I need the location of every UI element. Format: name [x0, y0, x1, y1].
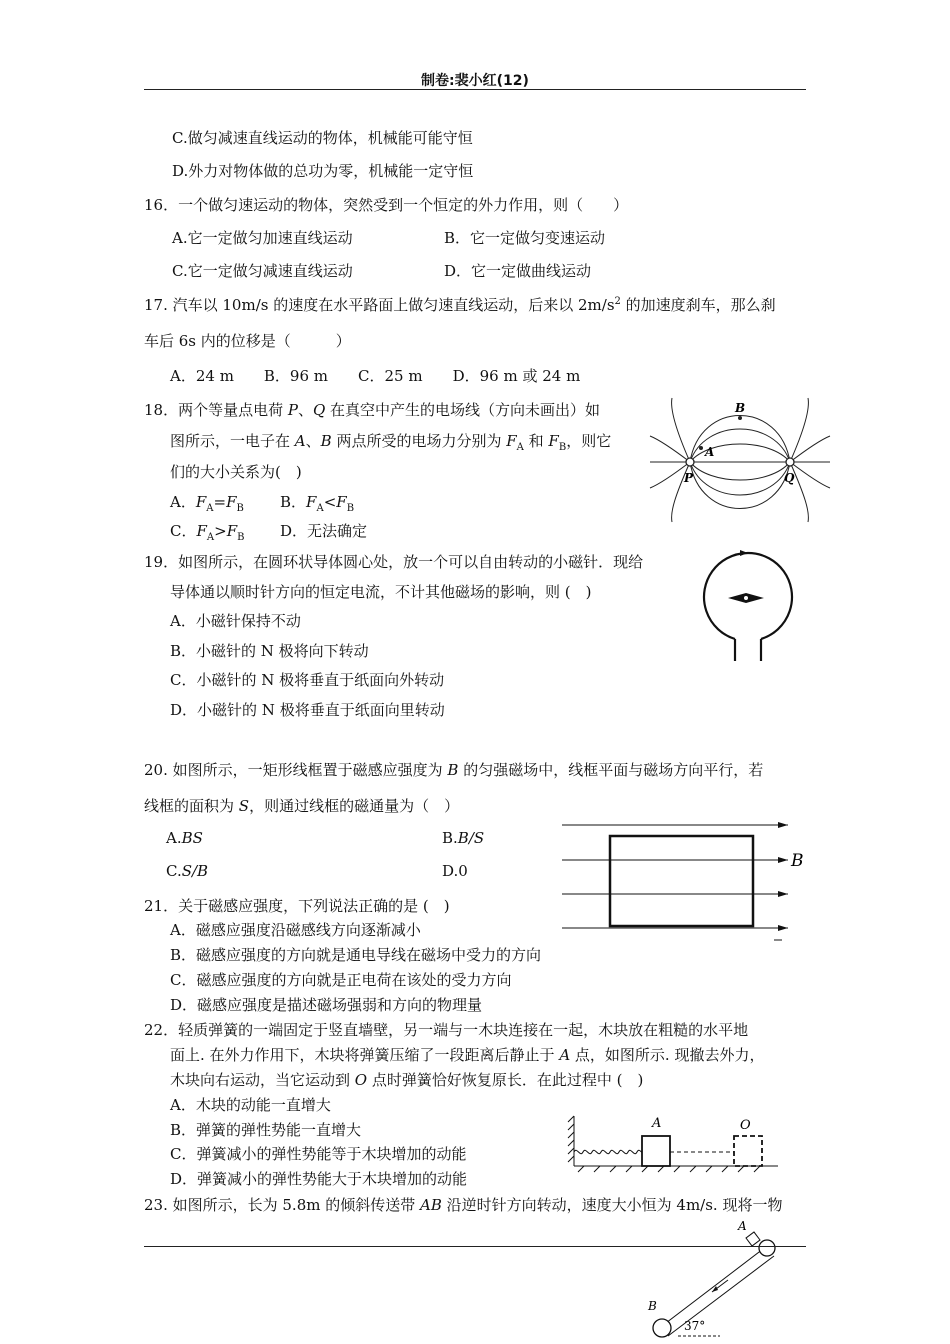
- fig20-label-b: B: [791, 851, 804, 871]
- fig19-ring-conductor: [700, 545, 796, 663]
- fig22-label-o: O: [740, 1118, 751, 1133]
- q17-stem-line2: 车后 6s 内的位移是（ ）: [144, 332, 351, 350]
- q18-option-b: B．$F_A<F_B$: [280, 493, 355, 514]
- object-on-belt: [746, 1232, 760, 1246]
- q19-option-d: D．小磁针的 N 极将垂直于纸面向里转动: [170, 701, 445, 719]
- q20-stem-line1: 20. 如图所示，一矩形线框置于磁感应强度为 B 的匀强磁场中，线框平面与磁场方向平行，若: [144, 761, 764, 779]
- q21-option-c: C．磁感应强度的方向就是正电荷在该处的受力方向: [170, 971, 512, 989]
- fig18-label-p: P: [684, 471, 694, 485]
- q20-option-d: D.0: [442, 862, 468, 880]
- q18-stem-line2: 图所示，一电子在 A、B 两点所受的电场力分别为 $F_A$ 和 $F_B$，则它: [170, 432, 612, 453]
- q21-option-a: A．磁感应强度沿磁感线方向逐渐减小: [170, 921, 421, 939]
- q22-stem-line2: 面上. 在外力作用下，木块将弹簧压缩了一段距离后静止于 A 点，如图所示. 现撤去外力，: [170, 1046, 765, 1064]
- q16-option-d: D．它一定做曲线运动: [444, 262, 592, 280]
- fig18-label-a: A: [705, 445, 715, 459]
- q19-stem-line2: 导体通以顺时针方向的恒定电流，不计其他磁场的影响，则 ( ): [170, 583, 592, 601]
- q20-option-c: C.S/B: [166, 862, 209, 880]
- q18-stem-line1: 18．两个等量点电荷 P、Q 在真空中产生的电场线（方向未画出）如: [144, 401, 601, 419]
- q22-option-c: C．弹簧减小的弹性势能等于木块增加的动能: [170, 1145, 467, 1163]
- q23-stem: 23. 如图所示，长为 5.8m 的倾斜传送带 AB 沿逆时针方向转动，速度大小恒为 4m/s. 现将一物: [144, 1196, 783, 1214]
- q15-option-d: D.外力对物体做的总功为零，机械能一定守恒: [172, 162, 474, 180]
- q19-stem-line1: 19．如图所示，在圆环状导体圆心处，放一个可以自由转动的小磁针．现给: [144, 553, 644, 571]
- fig23-label-a: A: [738, 1219, 747, 1233]
- q21-option-d: D．磁感应强度是描述磁场强弱和方向的物理量: [170, 996, 483, 1014]
- fig23-angle-label: 37°: [684, 1319, 706, 1333]
- q17-options: A．24 m B．96 m C．25 m D．96 m 或 24 m: [170, 367, 581, 385]
- q16-stem: 16．一个做匀速运动的物体，突然受到一个恒定的外力作用，则（ ）: [144, 196, 629, 214]
- current-direction-arrow-icon: [740, 550, 748, 556]
- fig18-label-b: B: [735, 401, 746, 415]
- q16-option-a: A.它一定做匀加速直线运动: [172, 229, 353, 247]
- q22-option-b: B．弹簧的弹性势能一直增大: [170, 1121, 362, 1139]
- q19-option-c: C．小磁针的 N 极将垂直于纸面向外转动: [170, 671, 445, 689]
- q22-option-d: D．弹簧减小的弹性势能大于木块增加的动能: [170, 1170, 468, 1188]
- q20-option-a: A.BS: [166, 829, 203, 847]
- block-at-o: [734, 1136, 762, 1166]
- q16-option-b: B．它一定做匀变速运动: [444, 229, 606, 247]
- footer-rule: [144, 1246, 806, 1247]
- header-rule: [144, 89, 806, 90]
- q22-option-a: A．木块的动能一直增大: [170, 1096, 331, 1114]
- fig18-label-q: Q: [784, 471, 795, 485]
- fig23-label-b: B: [648, 1299, 657, 1313]
- q19-option-b: B．小磁针的 N 极将向下转动: [170, 642, 369, 660]
- fig18-field-lines: [650, 398, 830, 522]
- page-header: 制卷:裴小红(12): [421, 73, 529, 89]
- q16-option-c: C.它一定做匀减速直线运动: [172, 262, 353, 280]
- q18-option-c: C．$F_A>F_B$: [170, 522, 245, 543]
- fig22-label-a: A: [652, 1116, 662, 1131]
- block-at-a: [642, 1136, 670, 1166]
- q21-stem: 21．关于磁感应强度，下列说法正确的是 ( ): [144, 897, 450, 915]
- q22-stem-line1: 22．轻质弹簧的一端固定于竖直墙壁，另一端与一木块连接在一起，木块放在粗糙的水平地: [144, 1021, 749, 1039]
- q17-stem-line1: 17. 汽车以 10m/s 的速度在水平路面上做匀速直线运动，后来以 $2m/s^2$ 的加速度刹车，那么刹: [144, 296, 776, 314]
- q18-option-a: A．$F_A=F_B$: [170, 493, 244, 514]
- q22-stem-line3: 木块向右运动，当它运动到 O 点时弹簧恰好恢复原长．在此过程中 ( ): [170, 1071, 644, 1089]
- fig23-conveyor-belt: [630, 1216, 790, 1344]
- q20-stem-line2: 线框的面积为 S，则通过线框的磁通量为（ ）: [144, 797, 460, 815]
- q18-option-d: D．无法确定: [280, 522, 368, 540]
- fig22-spring-block: [564, 1112, 780, 1172]
- q20-option-b: B.B/S: [442, 829, 485, 847]
- q19-option-a: A．小磁针保持不动: [170, 612, 301, 630]
- q15-option-c: C.做匀减速直线运动的物体，机械能可能守恒: [172, 129, 473, 147]
- spring-icon: [574, 1150, 646, 1153]
- q18-stem-line3: 们的大小关系为( ): [170, 463, 302, 481]
- q21-option-b: B．磁感应强度的方向就是通电导线在磁场中受力的方向: [170, 946, 542, 964]
- fig20-frame-in-field: [562, 822, 802, 944]
